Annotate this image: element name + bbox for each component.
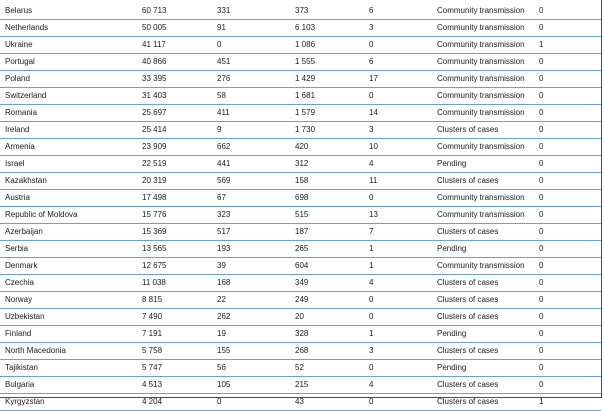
country-cell: North Macedonia	[0, 343, 140, 360]
total-cases-cell: 23 909	[140, 139, 215, 156]
days-since-last-case-cell: 0	[537, 343, 601, 360]
new-cases-cell: 441	[215, 156, 295, 173]
total-deaths-cell: 1 579	[295, 105, 367, 122]
new-cases-cell: 58	[215, 88, 295, 105]
table-row	[0, 37, 601, 54]
transmission-classification-cell: Community transmission	[437, 190, 537, 207]
country-cell: Kyrgyzstan	[0, 394, 140, 411]
table-body	[0, 3, 601, 411]
days-since-last-case-cell: 0	[537, 309, 601, 326]
total-cases-cell: 25 414	[140, 122, 215, 139]
total-cases-cell: 7 490	[140, 309, 215, 326]
new-deaths-cell: 3	[367, 122, 437, 139]
transmission-classification-cell: Community transmission	[437, 207, 537, 224]
covid-country-table	[0, 3, 601, 411]
total-cases-cell: 5 758	[140, 343, 215, 360]
new-deaths-cell: 10	[367, 139, 437, 156]
new-cases-cell: 19	[215, 326, 295, 343]
new-cases-cell: 0	[215, 37, 295, 54]
new-cases-cell: 91	[215, 20, 295, 37]
transmission-classification-cell: Community transmission	[437, 20, 537, 37]
country-cell: Belarus	[0, 3, 140, 20]
new-cases-cell: 22	[215, 292, 295, 309]
transmission-classification-cell: Community transmission	[437, 139, 537, 156]
table-row	[0, 394, 601, 411]
new-cases-cell: 39	[215, 258, 295, 275]
total-cases-cell: 60 713	[140, 3, 215, 20]
country-cell: Ireland	[0, 122, 140, 139]
days-since-last-case-cell: 0	[537, 275, 601, 292]
table-row	[0, 3, 601, 20]
total-cases-cell: 41 117	[140, 37, 215, 54]
new-cases-cell: 331	[215, 3, 295, 20]
total-cases-cell: 25 697	[140, 105, 215, 122]
days-since-last-case-cell: 0	[537, 190, 601, 207]
new-cases-cell: 569	[215, 173, 295, 190]
transmission-classification-cell: Clusters of cases	[437, 343, 537, 360]
total-cases-cell: 7 191	[140, 326, 215, 343]
new-deaths-cell: 3	[367, 343, 437, 360]
days-since-last-case-cell: 0	[537, 139, 601, 156]
transmission-classification-cell: Clusters of cases	[437, 224, 537, 241]
new-deaths-cell: 4	[367, 377, 437, 394]
total-deaths-cell: 265	[295, 241, 367, 258]
table-row	[0, 224, 601, 241]
total-cases-cell: 12 675	[140, 258, 215, 275]
table-row	[0, 88, 601, 105]
transmission-classification-cell: Community transmission	[437, 88, 537, 105]
new-deaths-cell: 0	[367, 37, 437, 54]
total-deaths-cell: 1 681	[295, 88, 367, 105]
total-deaths-cell: 1 730	[295, 122, 367, 139]
total-cases-cell: 13 565	[140, 241, 215, 258]
days-since-last-case-cell: 0	[537, 54, 601, 71]
total-cases-cell: 15 776	[140, 207, 215, 224]
transmission-classification-cell: Clusters of cases	[437, 292, 537, 309]
table-row	[0, 309, 601, 326]
table-row	[0, 139, 601, 156]
new-cases-cell: 105	[215, 377, 295, 394]
total-cases-cell: 15 369	[140, 224, 215, 241]
country-cell: Czechia	[0, 275, 140, 292]
days-since-last-case-cell: 0	[537, 173, 601, 190]
new-deaths-cell: 0	[367, 292, 437, 309]
total-deaths-cell: 268	[295, 343, 367, 360]
new-deaths-cell: 0	[367, 309, 437, 326]
days-since-last-case-cell: 0	[537, 224, 601, 241]
table-row	[0, 71, 601, 88]
days-since-last-case-cell: 0	[537, 258, 601, 275]
total-cases-cell: 4 204	[140, 394, 215, 411]
days-since-last-case-cell: 0	[537, 3, 601, 20]
total-deaths-cell: 43	[295, 394, 367, 411]
new-deaths-cell: 4	[367, 275, 437, 292]
total-cases-cell: 50 005	[140, 20, 215, 37]
table-row	[0, 241, 601, 258]
country-cell: Netherlands	[0, 20, 140, 37]
new-cases-cell: 276	[215, 71, 295, 88]
new-cases-cell: 662	[215, 139, 295, 156]
total-deaths-cell: 373	[295, 3, 367, 20]
total-cases-cell: 33 395	[140, 71, 215, 88]
table-row	[0, 343, 601, 360]
transmission-classification-cell: Pending	[437, 156, 537, 173]
table-row	[0, 275, 601, 292]
days-since-last-case-cell: 0	[537, 241, 601, 258]
total-deaths-cell: 1 555	[295, 54, 367, 71]
total-deaths-cell: 6 103	[295, 20, 367, 37]
total-deaths-cell: 604	[295, 258, 367, 275]
transmission-classification-cell: Community transmission	[437, 71, 537, 88]
total-deaths-cell: 328	[295, 326, 367, 343]
transmission-classification-cell: Pending	[437, 241, 537, 258]
table-row	[0, 207, 601, 224]
days-since-last-case-cell: 0	[537, 326, 601, 343]
new-cases-cell: 168	[215, 275, 295, 292]
country-cell: Switzerland	[0, 88, 140, 105]
country-cell: Poland	[0, 71, 140, 88]
new-cases-cell: 262	[215, 309, 295, 326]
days-since-last-case-cell: 0	[537, 360, 601, 377]
country-cell: Portugal	[0, 54, 140, 71]
country-cell: Azerbaijan	[0, 224, 140, 241]
new-deaths-cell: 4	[367, 156, 437, 173]
total-cases-cell: 17 498	[140, 190, 215, 207]
table-row	[0, 105, 601, 122]
days-since-last-case-cell: 0	[537, 88, 601, 105]
days-since-last-case-cell: 0	[537, 377, 601, 394]
new-cases-cell: 193	[215, 241, 295, 258]
days-since-last-case-cell: 0	[537, 156, 601, 173]
country-cell: Denmark	[0, 258, 140, 275]
country-cell: Republic of Moldova	[0, 207, 140, 224]
country-cell: Austria	[0, 190, 140, 207]
days-since-last-case-cell: 0	[537, 71, 601, 88]
table-row	[0, 156, 601, 173]
transmission-classification-cell: Community transmission	[437, 258, 537, 275]
total-deaths-cell: 1 086	[295, 37, 367, 54]
total-deaths-cell: 698	[295, 190, 367, 207]
new-deaths-cell: 6	[367, 3, 437, 20]
country-cell: Israel	[0, 156, 140, 173]
total-deaths-cell: 52	[295, 360, 367, 377]
new-deaths-cell: 1	[367, 326, 437, 343]
transmission-classification-cell: Clusters of cases	[437, 122, 537, 139]
days-since-last-case-cell: 1	[537, 37, 601, 54]
transmission-classification-cell: Pending	[437, 360, 537, 377]
new-cases-cell: 323	[215, 207, 295, 224]
new-cases-cell: 0	[215, 394, 295, 411]
table-row	[0, 122, 601, 139]
transmission-classification-cell: Clusters of cases	[437, 275, 537, 292]
total-cases-cell: 20 319	[140, 173, 215, 190]
country-cell: Norway	[0, 292, 140, 309]
table-row	[0, 20, 601, 37]
total-deaths-cell: 249	[295, 292, 367, 309]
new-deaths-cell: 7	[367, 224, 437, 241]
table-row	[0, 326, 601, 343]
transmission-classification-cell: Clusters of cases	[437, 309, 537, 326]
new-cases-cell: 9	[215, 122, 295, 139]
new-deaths-cell: 1	[367, 241, 437, 258]
transmission-classification-cell: Community transmission	[437, 54, 537, 71]
transmission-classification-cell: Community transmission	[437, 3, 537, 20]
table-row	[0, 190, 601, 207]
transmission-classification-cell: Clusters of cases	[437, 377, 537, 394]
new-cases-cell: 67	[215, 190, 295, 207]
total-deaths-cell: 349	[295, 275, 367, 292]
new-deaths-cell: 3	[367, 20, 437, 37]
transmission-classification-cell: Pending	[437, 326, 537, 343]
table-row	[0, 360, 601, 377]
country-cell: Tajikistan	[0, 360, 140, 377]
table-row	[0, 173, 601, 190]
table-row	[0, 292, 601, 309]
new-deaths-cell: 0	[367, 190, 437, 207]
country-cell: Bulgaria	[0, 377, 140, 394]
new-deaths-cell: 1	[367, 258, 437, 275]
total-cases-cell: 11 038	[140, 275, 215, 292]
total-cases-cell: 22 519	[140, 156, 215, 173]
new-deaths-cell: 14	[367, 105, 437, 122]
transmission-classification-cell: Community transmission	[437, 105, 537, 122]
total-cases-cell: 8 815	[140, 292, 215, 309]
table-row	[0, 258, 601, 275]
country-cell: Uzbekistan	[0, 309, 140, 326]
total-deaths-cell: 1 429	[295, 71, 367, 88]
country-cell: Armenia	[0, 139, 140, 156]
country-cell: Kazakhstan	[0, 173, 140, 190]
total-deaths-cell: 20	[295, 309, 367, 326]
new-deaths-cell: 0	[367, 88, 437, 105]
total-cases-cell: 31 403	[140, 88, 215, 105]
country-cell: Romania	[0, 105, 140, 122]
days-since-last-case-cell: 0	[537, 292, 601, 309]
days-since-last-case-cell: 0	[537, 105, 601, 122]
total-cases-cell: 5 747	[140, 360, 215, 377]
country-cell: Serbia	[0, 241, 140, 258]
new-cases-cell: 56	[215, 360, 295, 377]
new-deaths-cell: 0	[367, 360, 437, 377]
new-deaths-cell: 11	[367, 173, 437, 190]
new-deaths-cell: 13	[367, 207, 437, 224]
new-cases-cell: 411	[215, 105, 295, 122]
days-since-last-case-cell: 1	[537, 394, 601, 411]
new-deaths-cell: 6	[367, 54, 437, 71]
new-deaths-cell: 17	[367, 71, 437, 88]
table-row	[0, 377, 601, 394]
table-row	[0, 54, 601, 71]
total-deaths-cell: 215	[295, 377, 367, 394]
days-since-last-case-cell: 0	[537, 20, 601, 37]
days-since-last-case-cell: 0	[537, 207, 601, 224]
transmission-classification-cell: Clusters of cases	[437, 394, 537, 411]
total-cases-cell: 40 866	[140, 54, 215, 71]
total-deaths-cell: 158	[295, 173, 367, 190]
total-deaths-cell: 515	[295, 207, 367, 224]
new-cases-cell: 451	[215, 54, 295, 71]
country-cell: Finland	[0, 326, 140, 343]
total-cases-cell: 4 513	[140, 377, 215, 394]
new-cases-cell: 517	[215, 224, 295, 241]
transmission-classification-cell: Community transmission	[437, 37, 537, 54]
transmission-classification-cell: Clusters of cases	[437, 173, 537, 190]
new-deaths-cell: 0	[367, 394, 437, 411]
total-deaths-cell: 420	[295, 139, 367, 156]
country-cell: Ukraine	[0, 37, 140, 54]
days-since-last-case-cell: 0	[537, 122, 601, 139]
total-deaths-cell: 312	[295, 156, 367, 173]
new-cases-cell: 155	[215, 343, 295, 360]
total-deaths-cell: 187	[295, 224, 367, 241]
